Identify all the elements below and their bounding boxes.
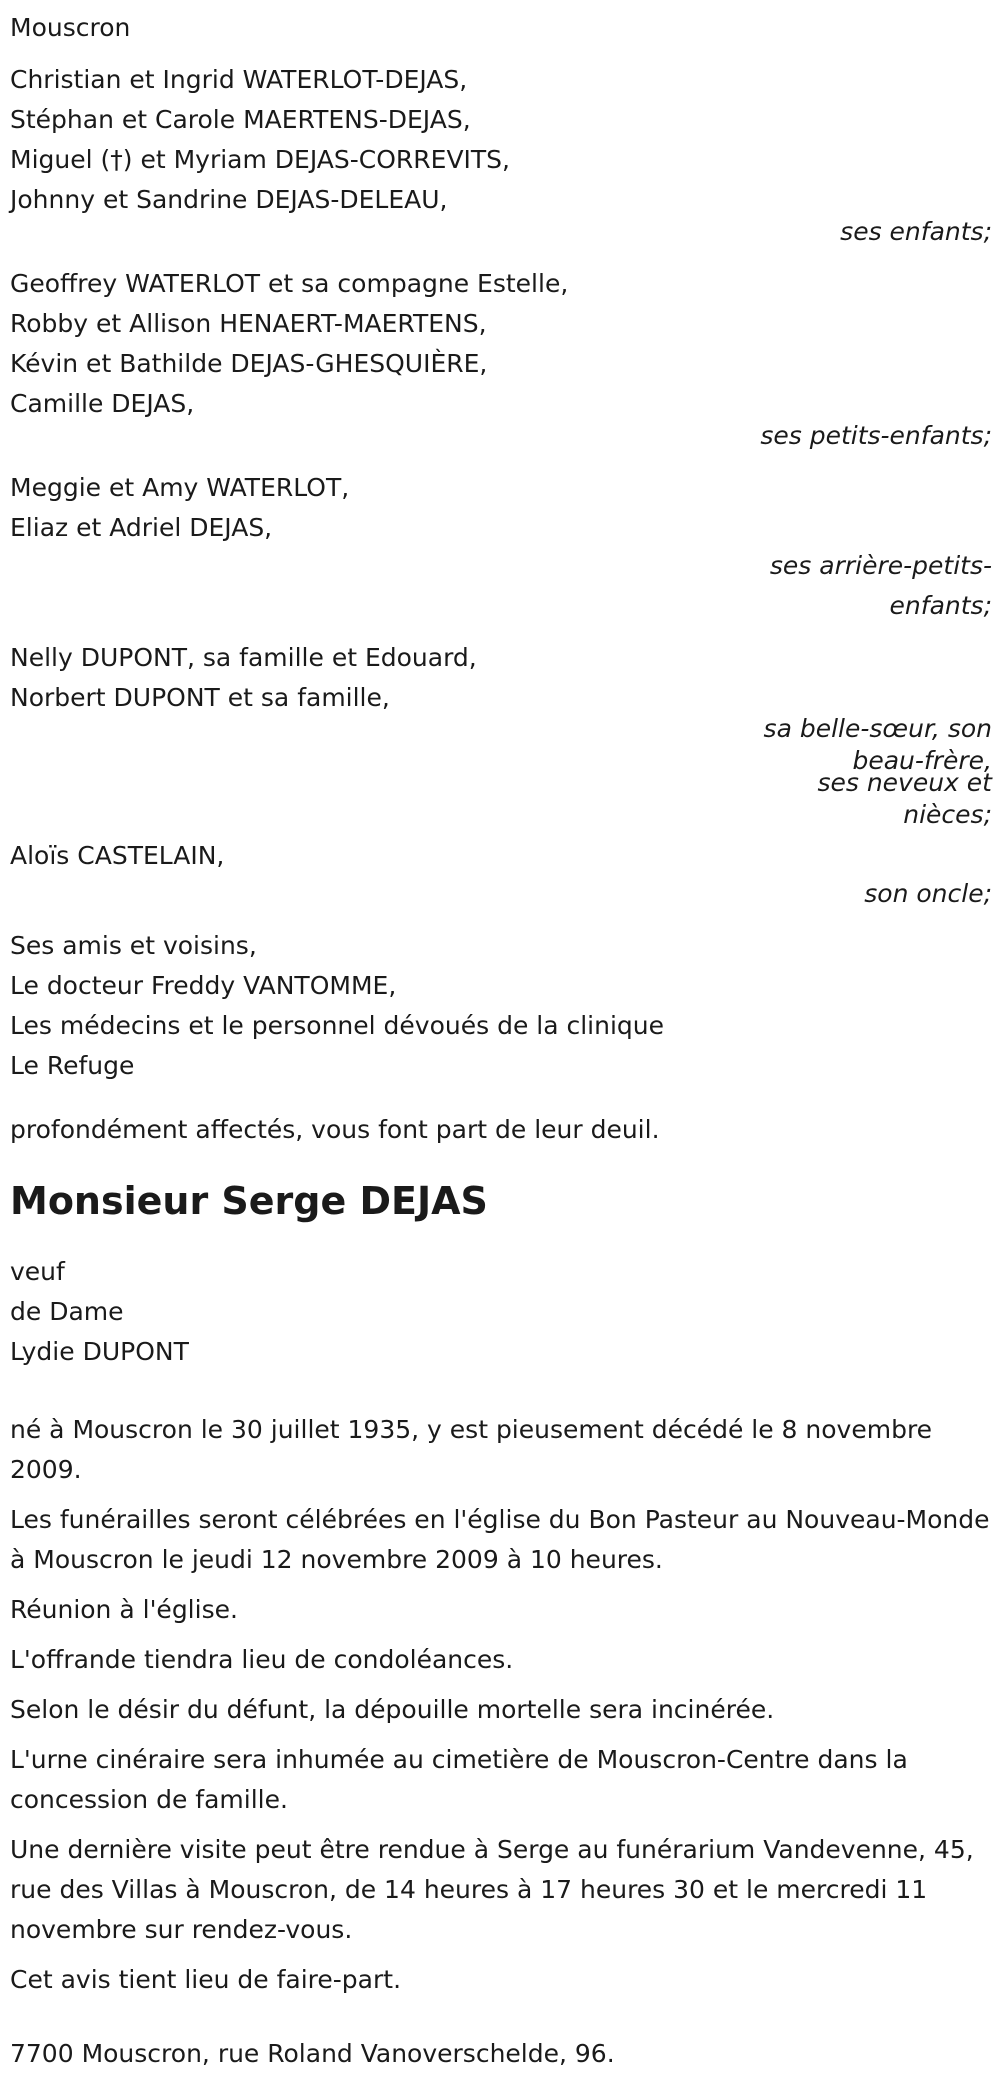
in-laws-role: ses neveux et [817, 768, 992, 797]
in-laws-role: sa belle-sœur, son [763, 714, 992, 743]
great-grandchildren-group [10, 468, 992, 626]
widow-line: Lydie DUPONT [10, 1337, 189, 1366]
uncle-group [10, 836, 992, 914]
children-name: Christian et Ingrid WATERLOT-DEJAS, [10, 65, 468, 94]
offering-paragraph: L'offrande tiendra lieu de condoléances. [10, 1645, 514, 1674]
cremation-paragraph: Selon le désir du défunt, la dépouille mortelle sera incinérée. [10, 1695, 775, 1724]
visit-paragraph: Une dernière visite peut être rendue à Serge au funérarium Vandevenne, 45, rue des Villas à Mouscron, de 14 heures à 17 heures 30 et le mercredi 11 novembre sur rendez-vous. [10, 1835, 974, 1944]
others-line: Ses amis et voisins, [10, 931, 257, 960]
great-grandchildren-role: ses arrière-petits- [769, 551, 992, 580]
others-line: Le Refuge [10, 1051, 135, 1080]
birth-death-paragraph: né à Mouscron le 30 juillet 1935, y est pieusement décédé le 8 novembre 2009. [10, 1415, 933, 1484]
address: 7700 Mouscron, rue Roland Vanoverschelde, 96. [10, 2039, 615, 2068]
in-laws-name: Norbert DUPONT et sa famille, [10, 683, 390, 712]
affected-line: profondément affectés, vous font part de leur deuil. [10, 1115, 660, 1144]
city: Mouscron [10, 13, 131, 42]
widow-line: veuf [10, 1257, 65, 1286]
uncle-role: son oncle; [864, 879, 992, 908]
in-laws-role: beau-frère, [852, 746, 992, 775]
funeral-paragraph: Les funérailles seront célébrées en l'église du Bon Pasteur au Nouveau-Monde à Mouscron le jeudi 12 novembre 2009 à 10 heures. [10, 1505, 990, 1574]
grandchildren-group [10, 264, 992, 456]
uncle-name: Aloïs CASTELAIN, [10, 841, 225, 870]
urn-paragraph: L'urne cinéraire sera inhumée au cimetière de Mouscron-Centre dans la concession de famille. [10, 1745, 908, 1814]
others-line: Les médecins et le personnel dévoués de la clinique [10, 1011, 665, 1040]
children-name: Stéphan et Carole MAERTENS-DEJAS, [10, 105, 471, 134]
obituary-notice [10, 8, 992, 2074]
grandchildren-name: Kévin et Bathilde DEJAS-GHESQUIÈRE, [10, 349, 488, 378]
children-name: Miguel (†) et Myriam DEJAS-CORREVITS, [10, 145, 510, 174]
great-grandchildren-name: Meggie et Amy WATERLOT, [10, 473, 350, 502]
grandchildren-role: ses petits-enfants; [760, 421, 992, 450]
in-laws-name: Nelly DUPONT, sa famille et Edouard, [10, 643, 477, 672]
children-name: Johnny et Sandrine DEJAS-DELEAU, [10, 185, 448, 214]
children-role: ses enfants; [840, 217, 992, 246]
details-block [10, 1410, 992, 2000]
grandchildren-name: Geoffrey WATERLOT et sa compagne Estelle, [10, 269, 569, 298]
meeting-paragraph: Réunion à l'église. [10, 1595, 238, 1624]
notice-paragraph: Cet avis tient lieu de faire-part. [10, 1965, 402, 1994]
others-line: Le docteur Freddy VANTOMME, [10, 971, 397, 1000]
grandchildren-name: Camille DEJAS, [10, 389, 195, 418]
children-group [10, 60, 992, 252]
in-laws-role: nièces; [903, 800, 992, 829]
great-grandchildren-role: enfants; [889, 591, 992, 620]
widow-block [10, 1252, 992, 1372]
in-laws-group [10, 638, 992, 836]
grandchildren-name: Robby et Allison HENAERT-MAERTENS, [10, 309, 487, 338]
widow-line: de Dame [10, 1297, 124, 1326]
deceased-name: Monsieur Serge DEJAS [10, 1179, 488, 1223]
others-group [10, 926, 992, 1086]
great-grandchildren-name: Eliaz et Adriel DEJAS, [10, 513, 273, 542]
